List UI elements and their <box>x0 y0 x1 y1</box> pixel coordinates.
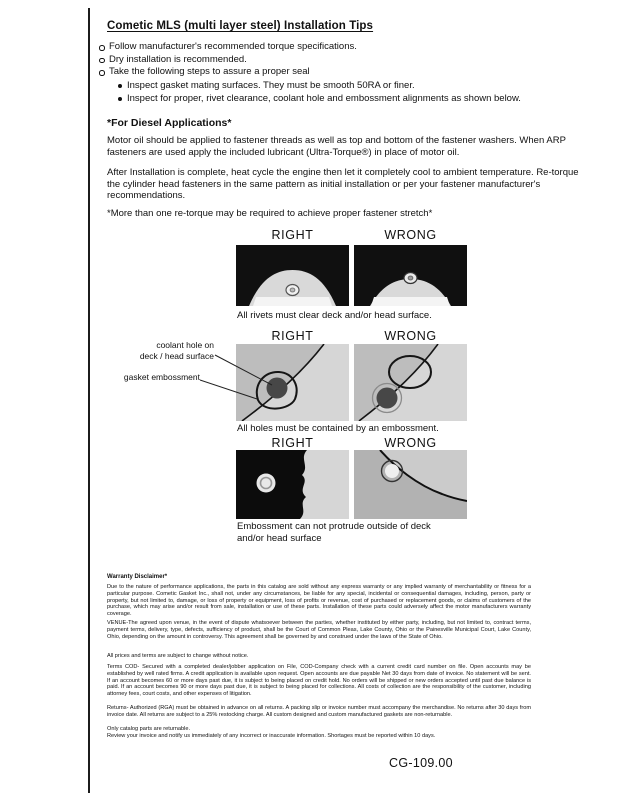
coolant-annotation-line2: deck / head surface <box>139 350 214 361</box>
diesel-paragraph-oil: Motor oil should be applied to fastener threads as well as top and bottom of the fastener washers. When ARP fasteners are used apply the included lubricant (Ultra-Torque®) in place of motor oil. <box>107 135 566 158</box>
figure1-right-label: RIGHT <box>271 228 314 242</box>
diesel-paragraph-heatcycle: After Installation is complete, heat cycle the engine then let it completely cool to ambient temperature. Re-torque the cylinder head fasteners in the same pattern as initial installation or per your fastener manufacturer's recommendations. <box>107 167 579 202</box>
diesel-applications-heading: *For Diesel Applications* <box>107 117 232 129</box>
figure3-caption-line2: and/or head surface <box>237 533 322 544</box>
coolant-annotation-line1: coolant hole on <box>156 340 214 350</box>
coolant-hole-icon <box>377 388 398 409</box>
tip-item: Dry installation is recommended. <box>99 54 357 67</box>
figure3-protrusion-right-image <box>236 450 349 519</box>
figure1-rivet-right-image <box>236 245 349 306</box>
figure1-rivet-wrong-image <box>354 245 467 306</box>
figure2-embossment-right-image <box>236 344 349 421</box>
page-title: Cometic MLS (multi layer steel) Installation Tips <box>107 20 374 32</box>
legal-paragraph-returns: Returns- Authorized (RGA) must be obtained in advance on all returns. A packing slip or invoice number must accompany the merchandise. No returns after 30 days from invoice date. All returns are subject to a 25% restocking charge. All custom designed and custom manufactured gaskets are non-returnable. <box>107 705 531 718</box>
left-margin-rule <box>88 8 90 793</box>
embossment-hole-icon <box>257 474 276 493</box>
figure2-right-label: RIGHT <box>271 329 314 343</box>
figure2-embossment-wrong-image <box>354 344 467 421</box>
legal-paragraph-venue: VENUE-The agreed upon venue, in the event of dispute whatsoever between the parties, whether instituted by either party, including, but not limited to, contract terms, payment terms, delivery, type, defects, sufficiency of product, shall be the Court of Common Pleas, Lake County, Ohio or the Painesville Municipal Court, Lake County, Ohio, depending on the amount in controversy. This agreement shall be governed by and construed under the laws of the State of Ohio. <box>107 620 531 640</box>
tip-item: Take the following steps to assure a proper seal <box>99 66 357 79</box>
warranty-disclaimer-heading: Warranty Disclaimer* <box>107 574 168 580</box>
subtip-item: Inspect for proper, rivet clearance, coolant hole and embossment alignments as shown below. <box>117 92 521 105</box>
tip-item: Follow manufacturer's recommended torque specifications. <box>99 41 357 54</box>
installation-tips-list <box>99 41 357 79</box>
legal-paragraph-invoice: Review your invoice and notify us immediately of any incorrect or inaccurate information. Shortages must be reported within 10 days. <box>107 733 436 739</box>
figure3-caption-line1: Embossment can not protrude outside of deck <box>237 521 431 532</box>
legal-paragraph-warranty: Due to the nature of performance applications, the parts in this catalog are sold without any express warranty or any implied warranty of merchantability or fitness for a particular purpose. Cometic Gasket Inc., shall not, under any circumstances, be liable for any special, incidental or consequential damages, including, person, party or property, but not limited to, damage, or loss of property or equipment, loss of profits or revenue, cost of purchased or replacement goods, or claims of customers of the purchase, which may arise and/or result from sale, installation or use of these parts. Installation of these parts could adversely affect the motor manufacturers warranty coverage. <box>107 584 531 618</box>
figure1-caption: All rivets must clear deck and/or head surface. <box>237 310 432 321</box>
gasket-embossment-annotation: gasket embossment <box>123 372 200 382</box>
subtip-item: Inspect gasket mating surfaces. They must be smooth 50RA or finer. <box>117 79 521 92</box>
legal-paragraph-prices: All prices and terms are subject to change without notice. <box>107 653 249 659</box>
figure3-protrusion-wrong-image <box>354 450 467 519</box>
figure2-wrong-label: WRONG <box>384 329 437 343</box>
figure3-right-label: RIGHT <box>271 436 314 450</box>
figure3-caption <box>237 521 431 545</box>
coolant-hole-annotation <box>118 340 214 361</box>
page-code: CG-109.00 <box>389 756 453 770</box>
inspection-subtips-list <box>117 79 521 105</box>
figure3-wrong-label: WRONG <box>384 436 437 450</box>
legal-paragraph-terms: Terms COD- Secured with a completed dealer/jobber application on File, COD-Company check with a current credit card number on file. Open accounts may be established by well rated firms. A credit application is available upon request. Open accounts are due payable Net 30 days from date of invoice. No statement will be sent. If an account becomes 60 or more days past due, it is subject to being placed on credit hold. No orders will be shipped or new orders accepted until past due balance is paid. If an account becomes 90 or more days past due, it is subject to being placed for collections. All costs of collection are the responsibility of the customer, including attorney fees, court costs, and other expenses of litigation. <box>107 664 531 698</box>
embossment-hole-icon <box>385 464 399 478</box>
figure2-caption: All holes must be contained by an embossment. <box>237 423 439 434</box>
figure1-wrong-label: WRONG <box>384 228 437 242</box>
coolant-hole-icon <box>267 378 288 399</box>
retorque-note: *More than one re-torque may be required to achieve proper fastener stretch* <box>107 208 433 219</box>
legal-paragraph-catalog: Only catalog parts are returnable. <box>107 726 191 732</box>
